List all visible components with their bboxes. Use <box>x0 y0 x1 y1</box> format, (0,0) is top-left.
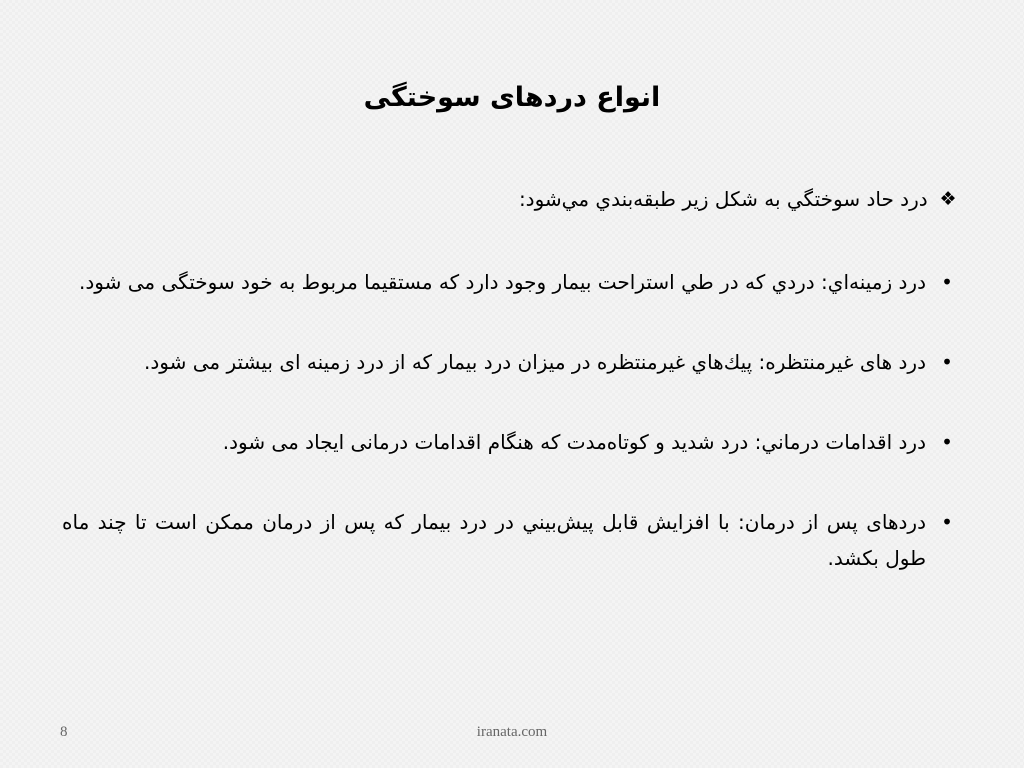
bullet-text: دردهای پس از درمان: با افزايش قابل پيش‌بيني در درد بيمار که پس از درمان ممکن است تا چند ماه طول بكشد. <box>62 510 926 570</box>
slide-page-number: 8 <box>60 724 68 740</box>
bullet-list <box>62 264 962 620</box>
bullet-dot-icon: • <box>941 350 953 374</box>
intro-line <box>82 182 962 216</box>
bullet-item <box>62 264 962 300</box>
slide-title: انواع دردهای سوختگی <box>363 82 661 113</box>
bullet-item <box>62 424 962 460</box>
bullet-dot-icon: • <box>941 510 953 534</box>
bullet-text: درد های غیرمنتظره: پيك‌هاي غيرمنتظره در ميزان درد بيمار که از درد زمینه ای بیشتر می شود. <box>144 350 926 374</box>
bullet-item <box>62 504 962 576</box>
bullet-dot-icon: • <box>941 430 953 454</box>
intro-text: درد حاد سوختگي به شكل زير طبقه‌بندي مي‌شود: <box>518 187 928 211</box>
diamond-bullet-icon: ❖ <box>939 188 957 210</box>
footer-site: iranata.com <box>476 724 548 740</box>
bullet-item <box>62 344 962 380</box>
bullet-text: درد زمينه‌اي: دردي كه در طي استراحت بيمار وجود دارد كه مستقيما مربوط به خود سوختگی می شود. <box>79 270 926 294</box>
bullet-dot-icon: • <box>941 270 953 294</box>
bullet-text: درد اقدامات درماني: درد شديد و كوتاه‌مدت كه هنگام اقدامات درمانی ایجاد می شود. <box>222 430 926 454</box>
